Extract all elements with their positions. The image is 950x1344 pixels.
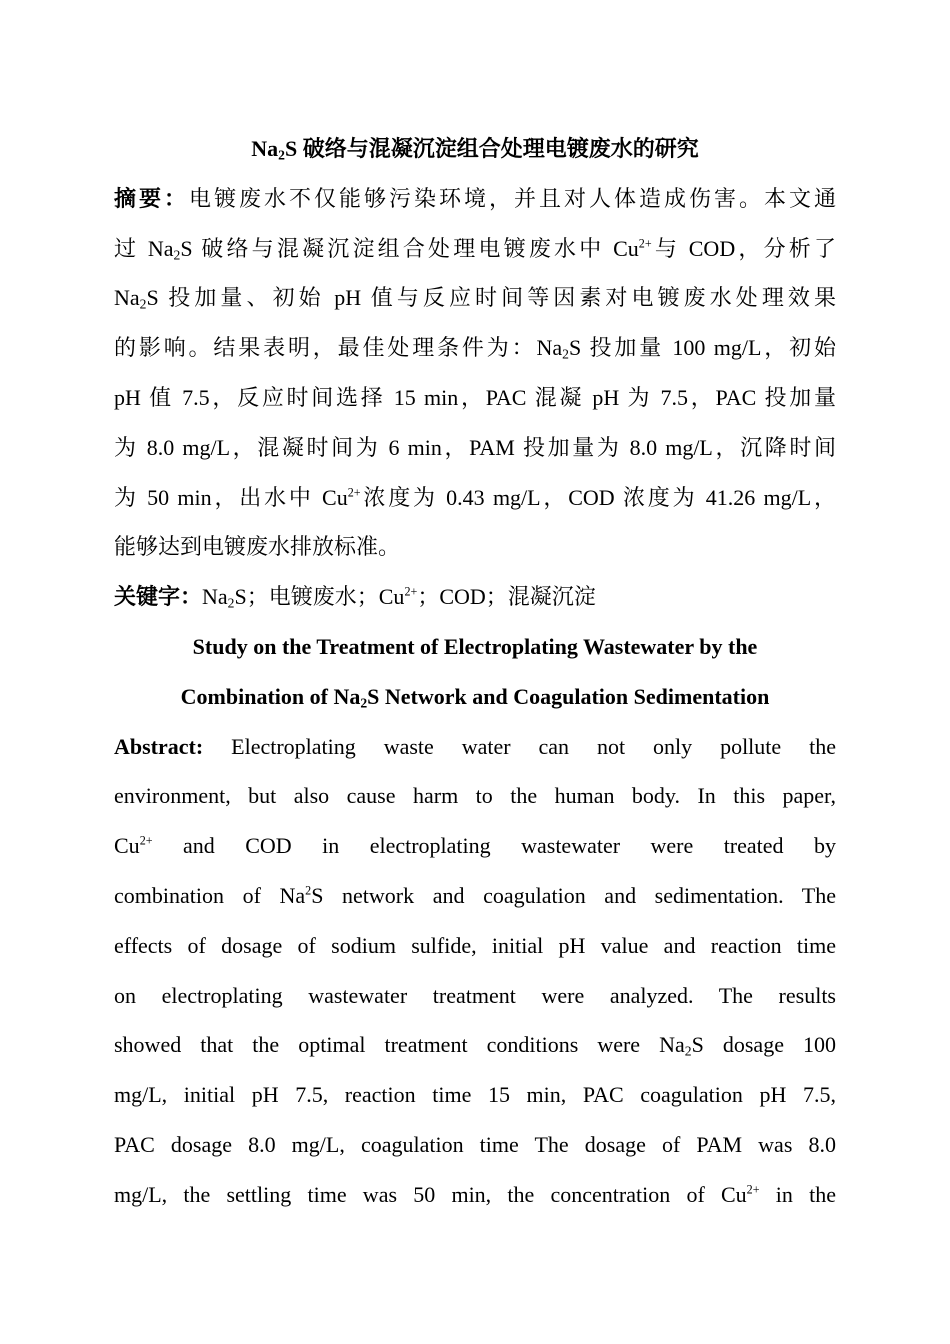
english-abstract-line: PAC dosage 8.0 mg/L, coagulation time The dosage of PAM was 8.0: [114, 1131, 836, 1157]
chinese-keywords: 关键字：$Na_2S$；电镀废水；$Cu^{2+}$；COD；混凝沉淀: [114, 584, 596, 611]
english-abstract-line: Abstract: Electroplating waste water can not only pollute the: [114, 733, 836, 759]
chinese-abstract-line: 的影响。结果表明，最佳处理条件为：$Na_2S$ 投加量 100 mg/L，初始: [114, 335, 836, 362]
chinese-abstract-line: 能够达到电镀废水排放标准。: [114, 534, 401, 560]
keywords-label-zh: 关键字：: [114, 584, 203, 610]
abstract-label-en: Abstract:: [114, 733, 204, 759]
chinese-abstract-line: 过 $Na_2S$ 破络与混凝沉淀组合处理电镀废水中 $Cu^{2+}$与 COD，分析了: [114, 235, 836, 262]
chinese-abstract-line: 摘要：电镀废水不仅能够污染环境，并且对人体造成伤害。本文通: [114, 185, 836, 211]
english-abstract-line: environment, but also cause harm to the human body. In this paper,: [114, 783, 836, 809]
english-title-line: Combination of $Na_2S$ Network and Coagulation Sedimentation: [180, 683, 770, 711]
chinese-title: $Na_2S$ 破络与混凝沉淀组合处理电镀废水的研究: [251, 136, 699, 163]
english-abstract-line: mg/L, the settling time was 50 min, the concentration of $Cu^{2+}$ in the: [114, 1181, 836, 1207]
english-abstract-line: mg/L, initial pH 7.5, reaction time 15 min, PAC coagulation pH 7.5,: [114, 1082, 836, 1108]
english-abstract-line: showed that the optimal treatment conditions were $Na_2S$ dosage 100: [114, 1032, 836, 1059]
english-abstract-line: effects of dosage of sodium sulfide, initial pH value and reaction time: [114, 932, 836, 958]
english-abstract-line: $Cu^{2+}$ and COD in electroplating wastewater were treated by: [114, 833, 836, 859]
chinese-abstract-line: $Na_2S$ 投加量、初始 pH 值与反应时间等因素对电镀废水处理效果: [114, 285, 836, 312]
english-title-line: Study on the Treatment of Electroplating Wastewater by the: [192, 633, 758, 659]
chinese-abstract-line: 为 8.0 mg/L，混凝时间为 6 min，PAM 投加量为 8.0 mg/L，沉降时间: [114, 434, 836, 460]
abstract-label-zh: 摘要：: [114, 185, 189, 211]
chinese-abstract-line: 为 50 min，出水中 $Cu^{2+}$浓度为 0.43 mg/L，COD 浓度为 41.26 mg/L，: [114, 484, 836, 510]
chinese-abstract-line: pH 值 7.5，反应时间选择 15 min，PAC 混凝 pH 为 7.5，PAC 投加量: [114, 384, 836, 410]
english-abstract-line: combination of Na$^2$S network and coagulation and sedimentation. The: [114, 882, 836, 908]
english-abstract-line: on electroplating wastewater treatment were analyzed. The results: [114, 982, 836, 1008]
page-content: [114, 124, 836, 1220]
